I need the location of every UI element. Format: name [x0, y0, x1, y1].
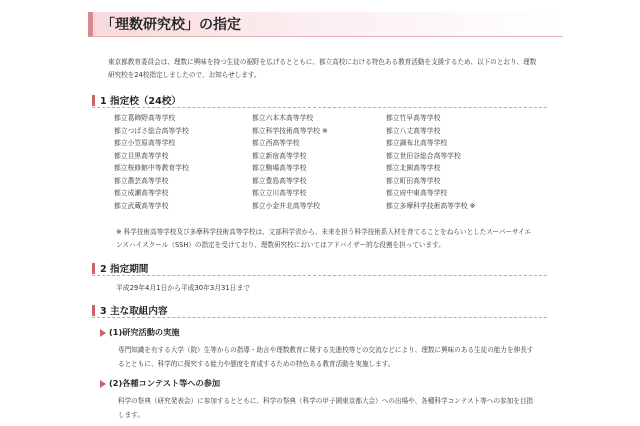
section-3-title: 3 主な取組内容 — [100, 306, 168, 317]
school-item: 都立成瀬高等学校 — [114, 189, 169, 197]
section-marker — [92, 95, 95, 106]
school-item: 都立小金井北高等学校 — [252, 201, 320, 210]
page-title: 「理数研究校」の指定 — [101, 17, 241, 33]
section-marker — [92, 263, 95, 274]
school-item: 都立北園高等学校 — [386, 164, 441, 172]
school-item: 都立豊島高等学校 — [252, 176, 307, 185]
school-item: 都立府中東高等学校 — [386, 189, 448, 197]
section-1-title: 1 指定校（24校） — [100, 96, 181, 107]
school-item: 都立葛飾野高等学校 — [114, 114, 176, 122]
intro-text: 東京都教育委員会は、理数に興味を持つ生徒の裾野を広げるとともに、都立高校における特色ある教育活動を支援するため、以下のとおり、理数研究校を24校指定しましたので、お知らせします。 — [108, 58, 537, 79]
school-item: 都立小笠原高等学校 — [114, 139, 176, 147]
page-title-bar — [88, 12, 563, 37]
section-2-title: 2 指定期間 — [100, 264, 149, 275]
school-item: 都立六本木高等学校 — [252, 114, 314, 122]
triangle-bullet-icon — [100, 329, 106, 337]
school-item: 都立武蔵高等学校 — [114, 201, 169, 210]
school-item: 都立八丈高等学校 — [386, 126, 441, 135]
school-item: 都立つばさ総合高等学校 — [114, 126, 189, 135]
school-item: 都立世田谷総合高等学校 — [386, 151, 461, 160]
section-2-heading — [92, 262, 547, 276]
ssh-note: ※ 科学技術高等学校及び多摩科学技術高等学校は、文部科学省から、未来を担う科学技術系人材を育てることをねらいとしたスーパーサイエンスハイスクール（SSH）の指定を受けており、理数研究校においてはアドバイザー的な役割を担っています。 — [116, 228, 532, 249]
school-item: 都立桜修館中等教育学校 — [114, 164, 189, 172]
section-1-heading — [92, 94, 547, 108]
subsection-1-text: 専門知識を有する大学（院）生等からの指導・助言や理数教育に関する先進校等との交流などにより、理数に興味のある生徒の能力を伸長するとともに、科学的に探究する能力や態度を育成するための特色ある教育活動を実施します。 — [118, 346, 534, 368]
school-item: 都立駒場高等学校 — [252, 164, 307, 172]
triangle-bullet-icon — [100, 380, 106, 388]
section-marker — [92, 305, 95, 316]
school-item: 都立立川高等学校 — [252, 189, 307, 197]
school-item: 都立調布北高等学校 — [386, 139, 448, 147]
subsection-2-text: 科学の祭典（研究発表会）に参加するとともに、科学の祭典（科学の甲子園東京都大会）への出場や、各種科学コンテスト等への参加を目指します。 — [118, 397, 534, 419]
school-item: 都立科学技術高等学校 ※ — [252, 126, 328, 135]
designation-period: 平成29年4月1日から平成30年3月31日まで — [116, 284, 251, 292]
subsection-1-title: (1)研究活動の実施 — [109, 327, 180, 337]
school-item: 都立目黒高等学校 — [114, 151, 169, 160]
school-item: 都立西高等学校 — [252, 139, 300, 147]
school-item: 都立新宿高等学校 — [252, 151, 307, 160]
school-item: 都立町田高等学校 — [386, 176, 441, 185]
subsection-2-title: (2)各種コンテスト等への参加 — [109, 378, 221, 388]
school-item: 都立農芸高等学校 — [114, 176, 169, 185]
school-item: 都立多摩科学技術高等学校 ※ — [386, 201, 476, 210]
school-item: 都立竹早高等学校 — [386, 114, 441, 122]
section-3-heading — [92, 304, 547, 318]
